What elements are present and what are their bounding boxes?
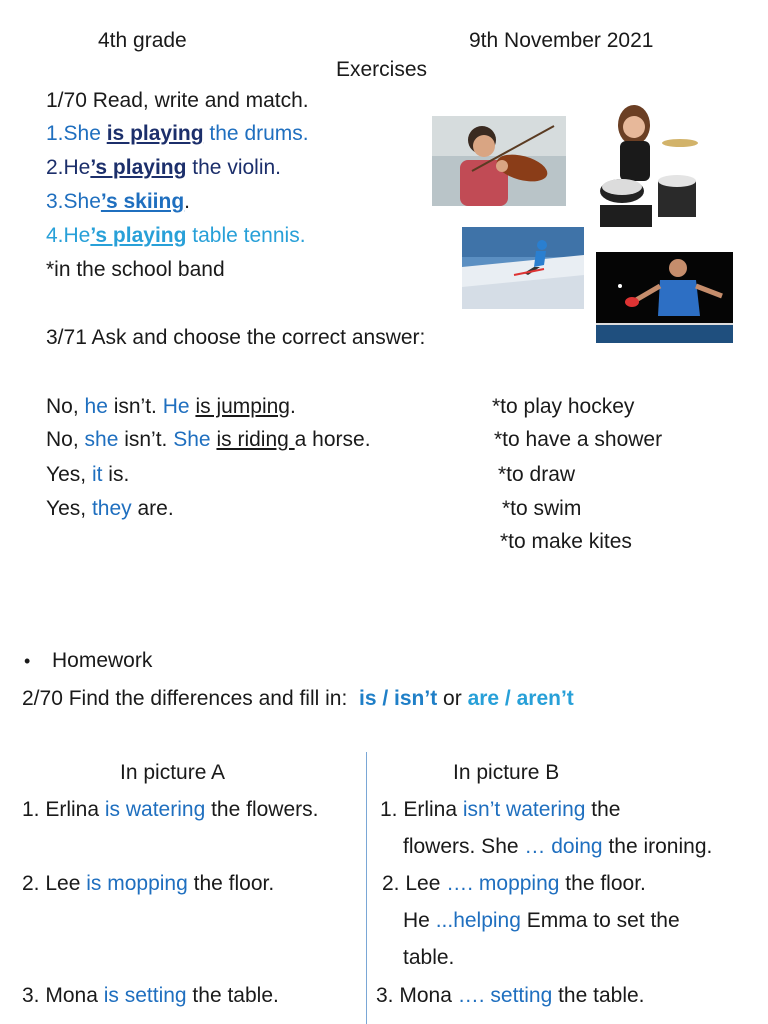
ex3-answer-4: Yes, they are. (46, 497, 174, 520)
ex1-note: *in the school band (46, 258, 225, 281)
ex3-option: *to make kites (500, 530, 632, 553)
bullet-icon: • (24, 651, 31, 671)
picture-a-row-3: 3. Mona is setting the table. (22, 984, 279, 1007)
ex1-line-3: 3.She’s skiing. (46, 190, 190, 213)
date-label: 9th November 2021 (469, 29, 654, 52)
ex1-line-1: 1.She is playing the drums. (46, 122, 309, 145)
skiing-photo (462, 227, 584, 309)
picture-b-row-1b: flowers. She … doing the ironing. (403, 835, 713, 858)
ex3-answer-1: No, he isn’t. He is jumping. (46, 395, 296, 418)
exercise1-heading: 1/70 Read, write and match. (46, 89, 309, 112)
picture-b-row-2b: He ...helping Emma to set the (403, 909, 680, 932)
ex1-line-4: 4.He’s playing table tennis. (46, 224, 306, 247)
exercise3-heading: 3/71 Ask and choose the correct answer: (46, 326, 426, 349)
drums-photo (600, 95, 701, 227)
ex3-option: *to play hockey (492, 395, 635, 418)
column-b-heading: In picture B (453, 761, 560, 784)
ex3-option: *to swim (502, 497, 582, 520)
ex3-option: *to draw (498, 463, 576, 486)
column-a-heading: In picture A (120, 761, 226, 784)
picture-b-row-2a: 2. Lee …. mopping the floor. (382, 872, 646, 895)
ex3-option: *to have a shower (494, 428, 663, 451)
picture-b-row-2c: table. (403, 946, 455, 969)
ex3-answer-3: Yes, it is. (46, 463, 130, 486)
column-divider (366, 752, 367, 1024)
picture-a-row-2: 2. Lee is mopping the floor. (22, 872, 275, 895)
ex1-line-2: 2.He’s playing the violin. (46, 156, 282, 179)
ex3-answer-2: No, she isn’t. She is riding a horse. (46, 428, 371, 451)
grade-label: 4th grade (98, 29, 187, 52)
homework-label: Homework (52, 649, 153, 672)
picture-a-row-1: 1. Erlina is watering the flowers. (22, 798, 319, 821)
picture-b-row-1a: 1. Erlina isn’t watering the (380, 798, 621, 821)
page-title: Exercises (336, 58, 428, 81)
violin-photo (432, 116, 566, 206)
picture-b-row-3a: 3. Mona …. setting the table. (376, 984, 645, 1007)
homework-task: 2/70 Find the differences and fill in: is / isn’t or are / aren’t (22, 687, 574, 710)
table-tennis-photo (596, 252, 733, 343)
